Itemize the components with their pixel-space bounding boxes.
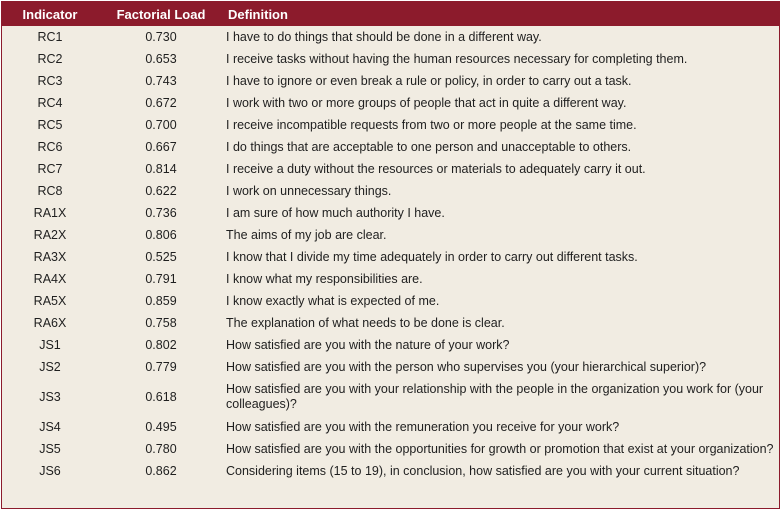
cell-factorial-load: 0.791 [145,271,177,286]
cell-factorial-load: 0.814 [145,161,177,176]
cell-indicator: RC2 [37,51,63,66]
cell-definition: I work with two or more groups of people that act in quite a different way. [226,95,627,110]
cell-indicator: RC3 [37,73,63,88]
header-definition: Definition [224,2,779,26]
cell-definition: I am sure of how much authority I have. [226,205,445,220]
table-row [2,290,779,312]
cell-factorial-load: 0.802 [145,337,177,352]
table-row [2,334,779,356]
table-row [2,224,779,246]
cell-indicator: JS5 [39,441,61,456]
cell-indicator: JS2 [39,359,61,374]
table-row [2,416,779,438]
cell-factorial-load: 0.730 [145,29,177,44]
table-body [2,26,779,482]
cell-factorial-load: 0.653 [145,51,177,66]
cell-definition: The aims of my job are clear. [226,227,387,242]
cell-indicator: JS6 [39,463,61,478]
cell-definition: The explanation of what needs to be done is clear. [226,315,505,330]
cell-definition: I work on unnecessary things. [226,183,392,198]
cell-indicator: RA3X [33,249,67,264]
cell-indicator: RC5 [37,117,63,132]
table-row [2,48,779,70]
table-row [2,70,779,92]
table-row [2,356,779,378]
table-row [2,92,779,114]
cell-indicator: RA2X [33,227,67,242]
table-row [2,180,779,202]
cell-indicator: RC8 [37,183,63,198]
cell-definition: I receive tasks without having the human resources necessary for completing them. [226,51,688,66]
table-row [2,438,779,460]
cell-factorial-load: 0.779 [145,359,177,374]
table-header [2,2,779,26]
cell-factorial-load: 0.862 [145,463,177,478]
cell-indicator: RC6 [37,139,63,154]
cell-definition: I have to ignore or even break a rule or policy, in order to carry out a task. [226,73,632,88]
cell-indicator: RA4X [33,271,67,286]
table-row [2,312,779,334]
cell-factorial-load: 0.667 [145,139,177,154]
cell-indicator: RC1 [37,29,63,44]
factorial-load-table-container [1,1,780,509]
cell-definition: How satisfied are you with the opportunities for growth or promotion that exist at your organization? [226,441,774,456]
cell-factorial-load: 0.806 [145,227,177,242]
header-factorial-load: Factorial Load [98,2,224,26]
cell-factorial-load: 0.618 [145,389,177,404]
cell-indicator: JS3 [39,389,61,404]
table-row [2,460,779,482]
table-row [2,202,779,224]
cell-definition: How satisfied are you with the nature of your work? [226,337,510,352]
cell-indicator: JS4 [39,419,61,434]
cell-definition: I know that I divide my time adequately in order to carry out different tasks. [226,249,638,264]
cell-indicator: RA1X [33,205,67,220]
table-row [2,158,779,180]
table-row [2,378,779,416]
cell-definition: I have to do things that should be done in a different way. [226,29,542,44]
cell-factorial-load: 0.495 [145,419,177,434]
cell-indicator: JS1 [39,337,61,352]
cell-indicator: RA6X [33,315,67,330]
cell-factorial-load: 0.736 [145,205,177,220]
header-row [2,2,779,26]
table-row [2,114,779,136]
cell-definition: How satisfied are you with the person who supervises you (your hierarchical superior)? [226,359,707,374]
table-row [2,136,779,158]
cell-factorial-load: 0.758 [145,315,177,330]
cell-definition: I receive a duty without the resources or materials to adequately carry it out. [226,161,646,176]
cell-factorial-load: 0.672 [145,95,177,110]
cell-factorial-load: 0.859 [145,293,177,308]
factorial-load-table [2,2,779,482]
table-row [2,268,779,290]
cell-definition: How satisfied are you with your relationship with the people in the organization you work for (your colleagues)? [226,382,764,411]
cell-factorial-load: 0.525 [145,249,177,264]
cell-factorial-load: 0.780 [145,441,177,456]
cell-definition: Considering items (15 to 19), in conclusion, how satisfied are you with your current situation? [226,463,740,478]
cell-indicator: RA5X [33,293,67,308]
cell-factorial-load: 0.743 [145,73,177,88]
table-row [2,246,779,268]
cell-factorial-load: 0.700 [145,117,177,132]
cell-definition: I do things that are acceptable to one person and unacceptable to others. [226,139,632,154]
cell-factorial-load: 0.622 [145,183,177,198]
table-row [2,26,779,48]
header-indicator: Indicator [2,2,98,26]
cell-indicator: RC7 [37,161,63,176]
cell-definition: How satisfied are you with the remuneration you receive for your work? [226,419,620,434]
cell-indicator: RC4 [37,95,63,110]
cell-definition: I receive incompatible requests from two or more people at the same time. [226,117,637,132]
cell-definition: I know what my responsibilities are. [226,271,423,286]
cell-definition: I know exactly what is expected of me. [226,293,440,308]
